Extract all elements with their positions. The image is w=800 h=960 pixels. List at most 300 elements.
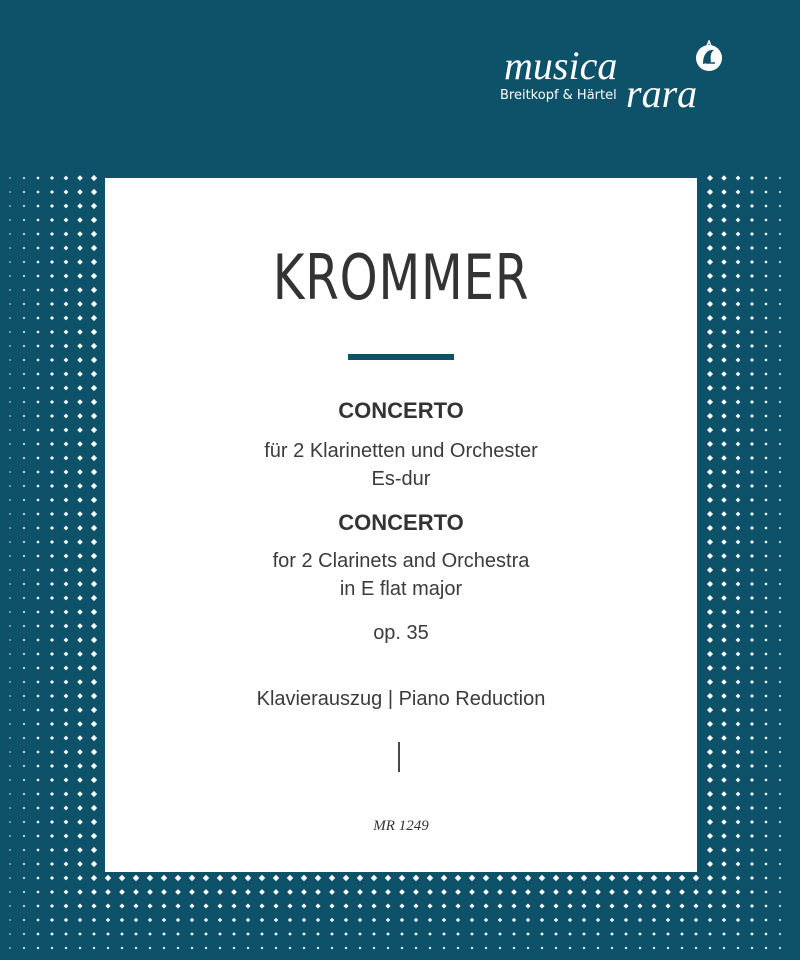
pattern-dot — [764, 750, 767, 753]
pattern-dot — [721, 749, 726, 754]
pattern-dot — [750, 918, 754, 922]
pattern-dot — [750, 568, 754, 572]
pattern-dot — [50, 316, 54, 320]
pattern-dot — [721, 805, 726, 810]
pattern-dot — [750, 554, 754, 558]
work-title-de: CONCERTO — [338, 398, 464, 423]
pattern-dot — [9, 513, 11, 515]
pattern-dot — [36, 526, 39, 529]
pattern-dot — [64, 862, 69, 867]
pattern-dot — [707, 791, 713, 797]
pattern-dot — [36, 792, 39, 795]
pattern-dot — [91, 315, 97, 321]
pattern-dot — [23, 457, 26, 460]
pattern-dot — [779, 779, 781, 781]
pattern-dot — [455, 875, 461, 881]
pattern-dot — [64, 190, 69, 195]
pattern-dot — [23, 499, 26, 502]
pattern-dot — [707, 847, 713, 853]
pattern-dot — [343, 903, 348, 908]
pattern-dot — [91, 665, 97, 671]
pattern-dot — [764, 260, 767, 263]
pattern-dot — [413, 903, 418, 908]
pattern-dot — [64, 526, 69, 531]
pattern-dot — [764, 246, 767, 249]
pattern-dot — [9, 233, 11, 235]
pattern-dot — [737, 947, 740, 950]
pattern-dot — [23, 569, 26, 572]
pattern-dot — [736, 610, 741, 615]
pattern-dot — [779, 443, 781, 445]
pattern-dot — [203, 903, 208, 908]
pattern-dot — [736, 316, 741, 321]
pattern-dot — [77, 693, 83, 699]
pattern-dot — [707, 385, 713, 391]
pattern-dot — [9, 471, 11, 473]
subtitle-en-instruments: for 2 Clarinets and Orchestra — [272, 550, 530, 572]
pattern-dot — [736, 932, 740, 936]
pattern-dot — [736, 512, 741, 517]
pattern-dot — [77, 231, 83, 237]
pattern-dot — [50, 344, 54, 348]
pattern-dot — [736, 764, 741, 769]
pattern-dot — [779, 583, 781, 585]
pattern-dot — [204, 932, 208, 936]
pattern-dot — [736, 372, 741, 377]
pattern-dot — [36, 330, 39, 333]
pattern-dot — [428, 932, 432, 936]
pattern-dot — [779, 303, 781, 305]
pattern-dot — [707, 623, 713, 629]
pattern-dot — [736, 778, 741, 783]
pattern-dot — [91, 875, 97, 881]
pattern-dot — [91, 679, 97, 685]
pattern-dot — [77, 273, 83, 279]
pattern-dot — [64, 652, 69, 657]
pattern-dot — [596, 932, 600, 936]
pattern-dot — [721, 385, 726, 390]
pattern-dot — [413, 889, 419, 895]
pattern-dot — [64, 540, 69, 545]
pattern-dot — [707, 343, 713, 349]
pattern-dot — [736, 540, 741, 545]
pattern-dot — [750, 862, 754, 866]
pattern-dot — [750, 750, 754, 754]
pattern-dot — [750, 456, 754, 460]
pattern-dot — [779, 471, 781, 473]
pattern-dot — [583, 947, 586, 950]
pattern-dot — [750, 666, 754, 670]
pattern-dot — [779, 597, 781, 599]
pattern-dot — [764, 218, 767, 221]
pattern-dot — [371, 889, 377, 895]
pattern-dot — [9, 247, 11, 249]
pattern-dot — [64, 708, 69, 713]
pattern-dot — [736, 820, 741, 825]
pattern-dot — [9, 933, 11, 935]
pattern-dot — [721, 847, 726, 852]
pattern-dot — [497, 889, 503, 895]
pattern-dot — [91, 371, 97, 377]
pattern-dot — [750, 428, 754, 432]
pattern-dot — [779, 233, 781, 235]
pattern-dot — [77, 609, 83, 615]
pattern-dot — [666, 932, 670, 936]
pattern-dot — [50, 652, 54, 656]
pattern-dot — [260, 918, 264, 922]
pattern-dot — [9, 807, 11, 809]
pattern-dot — [36, 358, 39, 361]
pattern-dot — [567, 889, 573, 895]
pattern-dot — [91, 707, 97, 713]
pattern-dot — [23, 485, 26, 488]
pattern-dot — [345, 947, 348, 950]
pattern-dot — [23, 905, 26, 908]
pattern-dot — [162, 932, 166, 936]
pattern-dot — [779, 555, 781, 557]
pattern-dot — [23, 611, 26, 614]
pattern-dot — [722, 918, 726, 922]
pattern-dot — [779, 695, 781, 697]
pattern-dot — [779, 401, 781, 403]
pattern-dot — [721, 469, 726, 474]
catalog-number: MR 1249 — [373, 818, 429, 834]
pattern-dot — [779, 807, 781, 809]
pattern-dot — [764, 190, 767, 193]
pattern-dot — [651, 875, 657, 881]
pattern-dot — [736, 792, 741, 797]
pattern-dot — [315, 875, 321, 881]
pattern-dot — [779, 835, 781, 837]
pattern-dot — [625, 947, 628, 950]
pattern-dot — [721, 203, 726, 208]
subtitle-de-key: Es-dur — [371, 468, 431, 490]
pattern-dot — [50, 848, 54, 852]
pattern-dot — [36, 316, 39, 319]
pattern-dot — [539, 875, 545, 881]
pattern-dot — [91, 791, 97, 797]
pattern-dot — [707, 357, 713, 363]
pattern-dot — [764, 848, 767, 851]
pattern-dot — [91, 651, 97, 657]
pattern-dot — [217, 889, 223, 895]
pattern-dot — [36, 204, 39, 207]
pattern-dot — [135, 947, 138, 950]
pattern-dot — [176, 918, 180, 922]
pattern-dot — [91, 203, 97, 209]
pattern-dot — [91, 525, 97, 531]
pattern-dot — [147, 889, 153, 895]
pattern-dot — [23, 345, 26, 348]
pattern-dot — [36, 820, 39, 823]
pattern-dot — [694, 918, 698, 922]
pattern-dot — [779, 527, 781, 529]
pattern-dot — [77, 511, 83, 517]
pattern-dot — [721, 287, 726, 292]
pattern-dot — [50, 750, 54, 754]
pattern-dot — [231, 875, 237, 881]
pattern-dot — [527, 947, 530, 950]
pattern-dot — [77, 595, 83, 601]
pattern-dot — [77, 203, 83, 209]
pattern-dot — [134, 918, 138, 922]
pattern-dot — [23, 387, 26, 390]
pattern-dot — [764, 666, 767, 669]
pattern-dot — [736, 176, 741, 181]
pattern-dot — [9, 765, 11, 767]
pattern-dot — [721, 763, 726, 768]
pattern-dot — [344, 932, 348, 936]
pattern-dot — [36, 834, 39, 837]
pattern-dot — [525, 875, 531, 881]
pattern-dot — [77, 301, 83, 307]
pattern-dot — [36, 274, 39, 277]
pattern-dot — [77, 623, 83, 629]
pattern-dot — [441, 889, 447, 895]
pattern-dot — [50, 764, 54, 768]
pattern-dot — [23, 891, 26, 894]
pattern-dot — [554, 932, 558, 936]
pattern-dot — [721, 861, 726, 866]
pattern-dot — [779, 765, 781, 767]
pattern-dot — [9, 387, 11, 389]
pattern-dot — [9, 331, 11, 333]
pattern-dot — [36, 190, 39, 193]
pattern-dot — [288, 918, 292, 922]
pattern-dot — [177, 947, 180, 950]
pattern-dot — [707, 273, 713, 279]
pattern-dot — [50, 568, 54, 572]
pattern-dot — [764, 526, 767, 529]
pattern-dot — [23, 191, 26, 194]
pattern-dot — [9, 485, 11, 487]
pattern-dot — [721, 371, 726, 376]
pattern-dot — [764, 736, 767, 739]
pattern-dot — [77, 357, 83, 363]
pattern-dot — [64, 386, 69, 391]
pattern-dot — [133, 903, 138, 908]
pattern-dot — [9, 667, 11, 669]
pattern-dot — [77, 371, 83, 377]
pattern-dot — [764, 862, 767, 865]
pattern-dot — [721, 595, 726, 600]
pattern-dot — [64, 764, 69, 769]
pattern-dot — [23, 289, 26, 292]
pattern-dot — [36, 232, 39, 235]
pattern-dot — [77, 175, 83, 181]
pattern-dot — [764, 610, 767, 613]
title-panel — [105, 178, 697, 872]
pattern-dot — [36, 456, 39, 459]
publisher-logo — [496, 40, 736, 120]
pattern-dot — [387, 947, 390, 950]
pattern-dot — [750, 484, 754, 488]
pattern-dot — [764, 722, 767, 725]
pattern-dot — [343, 875, 349, 881]
pattern-dot — [36, 414, 39, 417]
pattern-dot — [203, 875, 209, 881]
pattern-dot — [373, 947, 376, 950]
pattern-dot — [623, 903, 628, 908]
pattern-dot — [77, 315, 83, 321]
pattern-dot — [736, 442, 741, 447]
pattern-dot — [750, 218, 754, 222]
pattern-dot — [442, 932, 446, 936]
pattern-dot — [23, 275, 26, 278]
pattern-dot — [764, 484, 767, 487]
pattern-dot — [175, 875, 181, 881]
pattern-dot — [750, 386, 754, 390]
pattern-dot — [287, 875, 293, 881]
pattern-dot — [344, 918, 348, 922]
pattern-dot — [721, 343, 726, 348]
pattern-dot — [316, 932, 320, 936]
pattern-dot — [50, 876, 54, 880]
pattern-dot — [119, 875, 125, 881]
pattern-dot — [23, 233, 26, 236]
pattern-dot — [9, 835, 11, 837]
pattern-dot — [23, 247, 26, 250]
pattern-dot — [707, 609, 713, 615]
pattern-dot — [539, 889, 545, 895]
pattern-dot — [707, 721, 713, 727]
pattern-dot — [707, 833, 713, 839]
pattern-dot — [721, 651, 726, 656]
pattern-dot — [457, 947, 460, 950]
pattern-dot — [695, 947, 698, 950]
pattern-dot — [764, 624, 767, 627]
pattern-dot — [707, 427, 713, 433]
pattern-dot — [329, 889, 335, 895]
pattern-dot — [91, 749, 97, 755]
pattern-dot — [315, 889, 321, 895]
pattern-dot — [750, 792, 754, 796]
pattern-dot — [441, 903, 446, 908]
pattern-dot — [9, 555, 11, 557]
pattern-dot — [50, 806, 54, 810]
pattern-dot — [750, 190, 754, 194]
pattern-dot — [721, 413, 726, 418]
pattern-dot — [665, 903, 670, 908]
pattern-dot — [315, 903, 320, 908]
pattern-dot — [64, 694, 69, 699]
pattern-dot — [511, 903, 516, 908]
pattern-dot — [707, 749, 713, 755]
pattern-dot — [385, 875, 391, 881]
pattern-dot — [9, 625, 11, 627]
pattern-dot — [50, 456, 54, 460]
pattern-dot — [750, 610, 754, 614]
pattern-dot — [9, 863, 11, 865]
pattern-dot — [736, 736, 741, 741]
pattern-dot — [64, 568, 69, 573]
pattern-dot — [779, 331, 781, 333]
pattern-dot — [203, 889, 209, 895]
pattern-dot — [721, 441, 726, 446]
pattern-dot — [651, 903, 656, 908]
pattern-dot — [525, 889, 531, 895]
pattern-dot — [525, 903, 530, 908]
pattern-dot — [721, 875, 726, 880]
pattern-dot — [736, 526, 741, 531]
pattern-dot — [302, 918, 306, 922]
pattern-dot — [707, 819, 713, 825]
pattern-dot — [624, 918, 628, 922]
pattern-dot — [386, 918, 390, 922]
pattern-dot — [736, 428, 741, 433]
pattern-dot — [77, 637, 83, 643]
pattern-dot — [400, 932, 404, 936]
pattern-dot — [779, 667, 781, 669]
pattern-dot — [36, 512, 39, 515]
pattern-dot — [9, 877, 11, 879]
pattern-dot — [23, 317, 26, 320]
pattern-dot — [9, 681, 11, 683]
pattern-dot — [64, 932, 68, 936]
pattern-dot — [736, 414, 741, 419]
pattern-dot — [750, 512, 754, 516]
pattern-dot — [50, 246, 54, 250]
pattern-dot — [750, 316, 754, 320]
pattern-dot — [736, 190, 741, 195]
pattern-dot — [779, 247, 781, 249]
pattern-dot — [246, 918, 250, 922]
pattern-dot — [9, 653, 11, 655]
pattern-dot — [36, 428, 39, 431]
pattern-dot — [609, 903, 614, 908]
pattern-dot — [779, 723, 781, 725]
pattern-dot — [9, 345, 11, 347]
pattern-dot — [36, 750, 39, 753]
pattern-dot — [23, 443, 26, 446]
pattern-dot — [77, 777, 83, 783]
pattern-dot — [750, 764, 754, 768]
pattern-dot — [764, 442, 767, 445]
pattern-dot — [456, 932, 460, 936]
pattern-dot — [721, 245, 726, 250]
pattern-dot — [721, 427, 726, 432]
pattern-dot — [721, 581, 726, 586]
pattern-dot — [400, 918, 404, 922]
pattern-dot — [693, 889, 699, 895]
pattern-dot — [721, 567, 726, 572]
edition-type: Klavierauszug | Piano Reduction — [256, 688, 546, 710]
pattern-dot — [9, 611, 11, 613]
pattern-dot — [764, 820, 767, 823]
pattern-dot — [106, 918, 110, 922]
pattern-dot — [50, 694, 54, 698]
pattern-dot — [36, 260, 39, 263]
pattern-dot — [750, 848, 754, 852]
pattern-dot — [750, 694, 754, 698]
pattern-dot — [372, 932, 376, 936]
pattern-dot — [736, 750, 741, 755]
pattern-dot — [779, 849, 781, 851]
pattern-dot — [64, 792, 69, 797]
pattern-dot — [707, 497, 713, 503]
pattern-dot — [9, 177, 11, 179]
pattern-dot — [750, 806, 754, 810]
pattern-dot — [540, 932, 544, 936]
pattern-dot — [359, 947, 362, 950]
pattern-dot — [9, 527, 11, 529]
pattern-dot — [764, 792, 767, 795]
pattern-dot — [707, 861, 713, 867]
pattern-dot — [64, 876, 69, 881]
pattern-dot — [484, 918, 488, 922]
pattern-dot — [736, 386, 741, 391]
pattern-dot — [512, 932, 516, 936]
